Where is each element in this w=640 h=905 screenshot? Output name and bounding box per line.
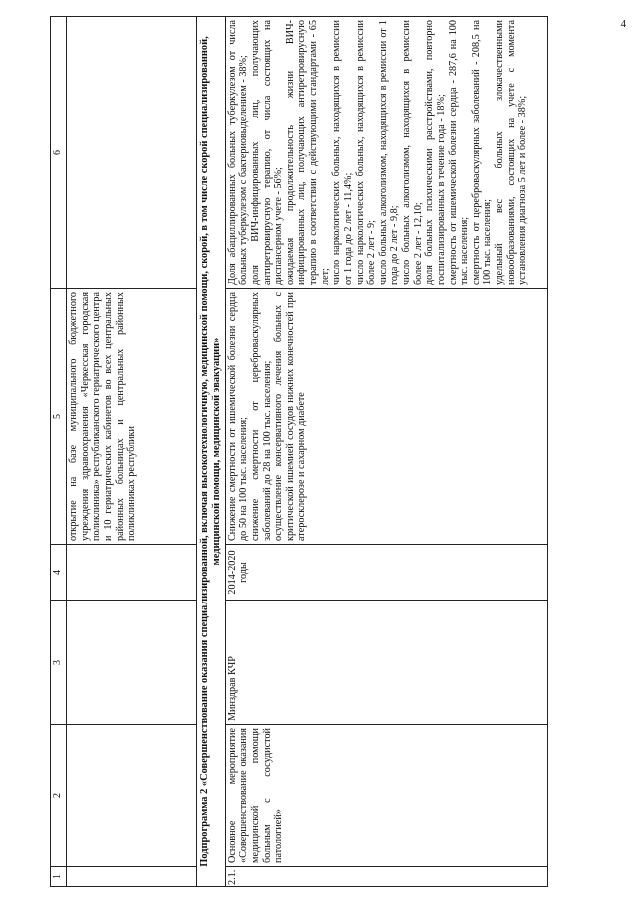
header-cell-4: 4 [51, 545, 67, 601]
header-cell-2: 2 [51, 725, 67, 867]
page-number: 4 [620, 18, 626, 30]
continuation-cell-1 [67, 867, 197, 887]
header-cell-1: 1 [51, 867, 67, 887]
continuation-cell-5: открытие на базе муниципального бюджетного учреждения здравоохранения «Черкесская городская поликлиника» республиканского гериатрического центра и 10 гериатрических кабинетов во всех центральных районных больницах и центральных районных поликлиниках республики [67, 289, 197, 545]
target-indicators: Доля абациллированных больных туберкулезом от числа больных туберкулезом с бактериовыделением - 38%; доля ВИЧ-инфицированных лиц, получающих антиретровирусную терапию, от числа состоящих на диспансерном учете - 56%; ожидаемая продолжительность жизни ВИЧ-инфицированных лиц, получающих антиретровирусную терапию в соответствии с действующими стандартами - 65 лет; число наркологических больных, находящихся в ремиссии от 1 года до 2 лет - 11,4%; число наркологических больных, находящихся в ремиссии более 2 лет - 9; число больных алкоголизмом, находящихся в ремиссии от 1 года до 2 лет - 9,8; число больных алкоголизмом, находящихся в ремиссии более 2 лет - 12,10; доля больных психическими расстройствами, повторно госпитализированных в течение года - 18%; смертность от ишемической болезни сердца - 287,6 на 100 тыс. населения; смертность от цереброваскулярных заболеваний - 208,5 на 100 тыс. населения; удельный вес больных злокачественными новообразованиями, состоящих на учете с момента установления диагноза 5 лет и более - 38%; [225, 17, 547, 289]
table-row [225, 17, 547, 887]
period: 2014-2020 годы [225, 545, 547, 601]
expected-result: Снижение смертности от ишемической болезни сердца до 50 на 100 тыс. населения; снижение смертности от цереброваскулярных заболеваний до 28 на 100 тыс. населения; осуществление консервативного лечения больных с критической ишемией сосудов нижних конечностей при атеросклерозе и сахарном диабете [225, 289, 547, 545]
event-name: Основное мероприятие «Совершенствование оказания медицинской помощи больным с сосудистой патологией» [225, 725, 547, 867]
rotated-table-container [50, 17, 610, 887]
continuation-cell-3 [67, 601, 197, 725]
header-cell-3: 3 [51, 601, 67, 725]
continuation-cell-4 [67, 545, 197, 601]
header-row [51, 17, 67, 887]
continuation-row [67, 17, 197, 887]
subprogram-title: Подпрограмма 2 «Совершенствование оказания специализированной, включая высокотехнологичную, медицинской помощи, скорой, в том числе скорой специализированной, медицинской помощи, медицинской эвакуации» [197, 17, 226, 887]
header-cell-5: 5 [51, 289, 67, 545]
row-number: 2.1. [225, 867, 547, 887]
header-cell-6: 6 [51, 17, 67, 289]
program-table [50, 16, 548, 887]
executor: Минздрав КЧР [225, 601, 547, 725]
continuation-cell-6 [67, 17, 197, 289]
subprogram-row [197, 17, 226, 887]
continuation-cell-2 [67, 725, 197, 867]
